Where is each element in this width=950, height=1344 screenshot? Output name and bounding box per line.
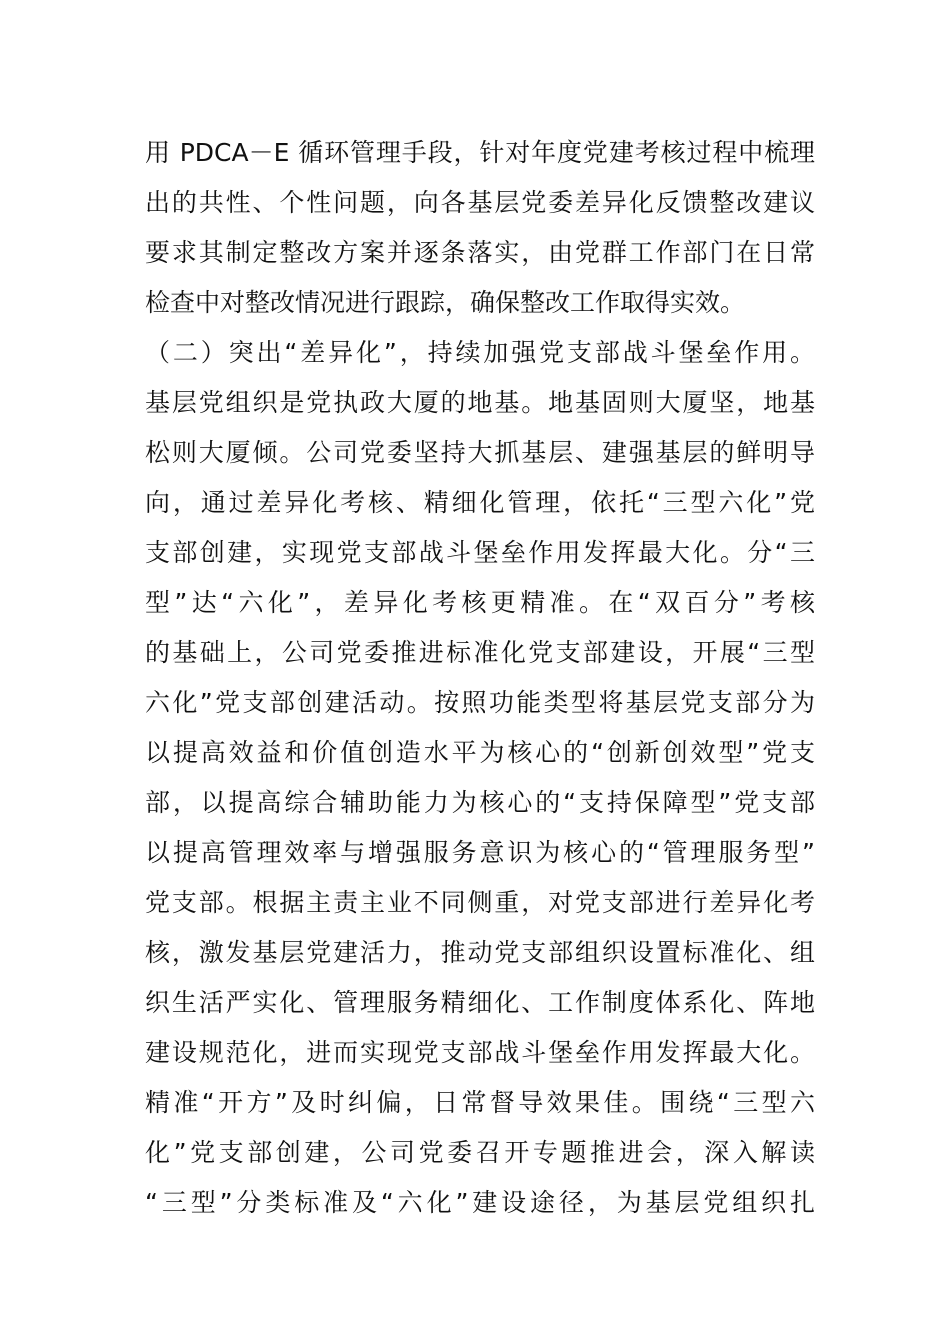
document-body	[145, 128, 815, 1228]
text-line: 支部创建，实现党支部战斗堡垒作用发挥最大化。分“三	[145, 538, 815, 567]
text-line: 检查中对整改情况进行跟踪，确保整改工作取得实效。	[145, 288, 746, 317]
text-line: 党支部。根据主责主业不同侧重，对党支部进行差异化考	[145, 888, 815, 917]
text-line: 核，激发基层党建活力，推动党支部组织设置标准化、组	[145, 938, 815, 967]
text-line: 向，通过差异化考核、精细化管理，依托“三型六化”党	[145, 488, 815, 517]
text-line: “三型”分类标准及“六化”建设途径，为基层党组织扎	[145, 1188, 815, 1217]
text-line: 以提高效益和价值创造水平为核心的“创新创效型”党支	[145, 738, 815, 767]
section-heading: （二）突出“差异化”，持续加强党支部战斗堡垒作用。	[145, 338, 815, 367]
text-line: 要求其制定整改方案并逐条落实，由党群工作部门在日常	[145, 238, 815, 267]
text-line: 六化”党支部创建活动。按照功能类型将基层党支部分为	[145, 688, 815, 717]
text-line: 型”达“六化”，差异化考核更精准。在“双百分”考核	[145, 588, 815, 617]
text-line: 用 PDCA－E 循环管理手段，针对年度党建考核过程中梳理	[145, 138, 815, 167]
text-line: 松则大厦倾。公司党委坚持大抓基层、建强基层的鲜明导	[145, 438, 815, 467]
text-line: 部，以提高综合辅助能力为核心的“支持保障型”党支部	[145, 788, 815, 817]
text-line: 建设规范化，进而实现党支部战斗堡垒作用发挥最大化。	[145, 1038, 815, 1067]
text-line: 的基础上，公司党委推进标准化党支部建设，开展“三型	[145, 638, 815, 667]
text-line: 基层党组织是党执政大厦的地基。地基固则大厦坚，地基	[145, 388, 815, 417]
text-line: 以提高管理效率与增强服务意识为核心的“管理服务型”	[145, 838, 815, 867]
text-line: 精准“开方”及时纠偏，日常督导效果佳。围绕“三型六	[145, 1088, 815, 1117]
text-line: 化”党支部创建，公司党委召开专题推进会，深入解读	[145, 1138, 815, 1167]
text-line: 出的共性、个性问题，向各基层党委差异化反馈整改建议	[145, 188, 815, 217]
text-line: 织生活严实化、管理服务精细化、工作制度体系化、阵地	[145, 988, 815, 1017]
